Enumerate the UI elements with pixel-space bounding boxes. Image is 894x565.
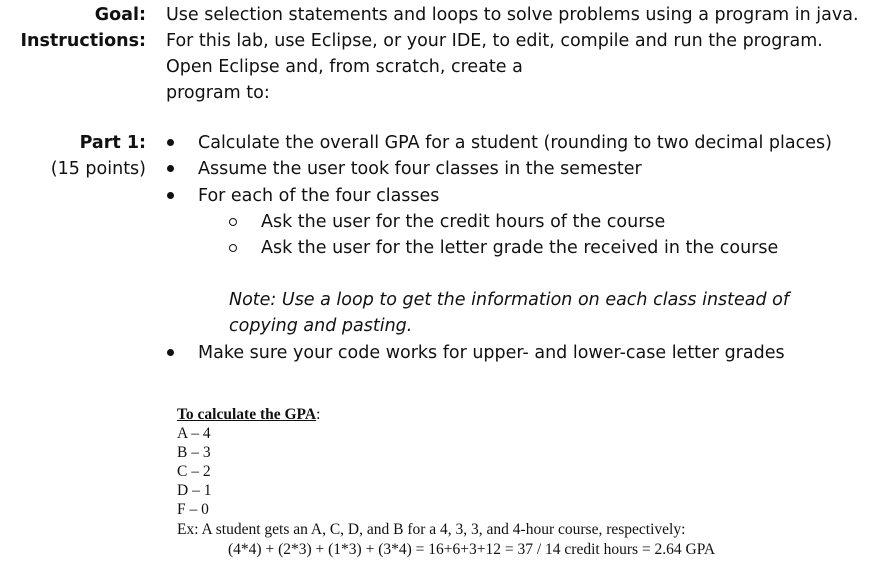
goal-text: Use selection statements and loops to solve problems using a program in java.: [166, 5, 859, 25]
instructions-line-3: program to:: [166, 83, 270, 103]
part1-bullet-row-1: [0, 130, 894, 156]
bullet-dot: [167, 139, 174, 146]
instructions-row-2: [0, 54, 894, 80]
grade-f: F – 0: [177, 501, 209, 518]
instructions-row: [0, 28, 894, 54]
instructions-line-2: Open Eclipse and, from scratch, create a: [166, 57, 523, 77]
instructions-label: Instructions:: [20, 31, 146, 51]
grade-d: D – 1: [177, 482, 212, 499]
instructions-row-3: [0, 80, 894, 106]
part1-label: Part 1:: [79, 133, 146, 153]
instructions-line-1: For this lab, use Eclipse, or your IDE, to edit, compile and run the program.: [166, 31, 823, 51]
note-line-1: Note: Use a loop to get the information on each class instead of: [229, 290, 790, 310]
gpa-title: To calculate the GPA: [177, 406, 317, 423]
grade-a: A – 4: [177, 425, 211, 442]
gpa-title-line: [177, 405, 320, 425]
bullet-text-2: Assume the user took four classes in the semester: [198, 159, 642, 179]
bullet-text-1: Calculate the overall GPA for a student (rounding to two decimal places): [198, 133, 832, 153]
gpa-formula: (4*4) + (2*3) + (1*3) + (3*4) = 16+6+3+12 = 37 / 14 credit hours = 2.64 GPA: [228, 541, 716, 558]
sub-bullet-row-2: [0, 235, 894, 261]
bullet-text-4: Make sure your code works for upper- and lower-case letter grades: [198, 343, 785, 363]
part1-points: (15 points): [50, 159, 146, 179]
sub-bullet-row-1: [0, 209, 894, 235]
grade-b: B – 3: [177, 444, 211, 461]
note-line-2: copying and pasting.: [229, 316, 413, 336]
bullet-text-3: For each of the four classes: [198, 186, 440, 206]
goal-row: [0, 2, 894, 28]
part1-bullet-row-3: [0, 183, 894, 209]
sub-bullet-text-1: Ask the user for the credit hours of the course: [261, 212, 666, 232]
gpa-example: Ex: A student gets an A, C, D, and B for a 4, 3, 3, and 4-hour course, respectively:: [177, 521, 686, 538]
sub-bullet-circle: [229, 244, 237, 252]
part1-bullet-row-2: [0, 156, 894, 182]
bullet-dot: [167, 349, 174, 356]
goal-label: Goal:: [94, 5, 146, 25]
part1-bullet-row-4: [0, 340, 894, 366]
bullet-dot: [167, 165, 174, 172]
grade-c: C – 2: [177, 463, 211, 480]
gpa-title-colon: :: [316, 406, 321, 423]
bullet-dot: [167, 192, 174, 199]
sub-bullet-text-2: Ask the user for the letter grade the received in the course: [261, 238, 779, 258]
sub-bullet-circle: [229, 218, 237, 226]
